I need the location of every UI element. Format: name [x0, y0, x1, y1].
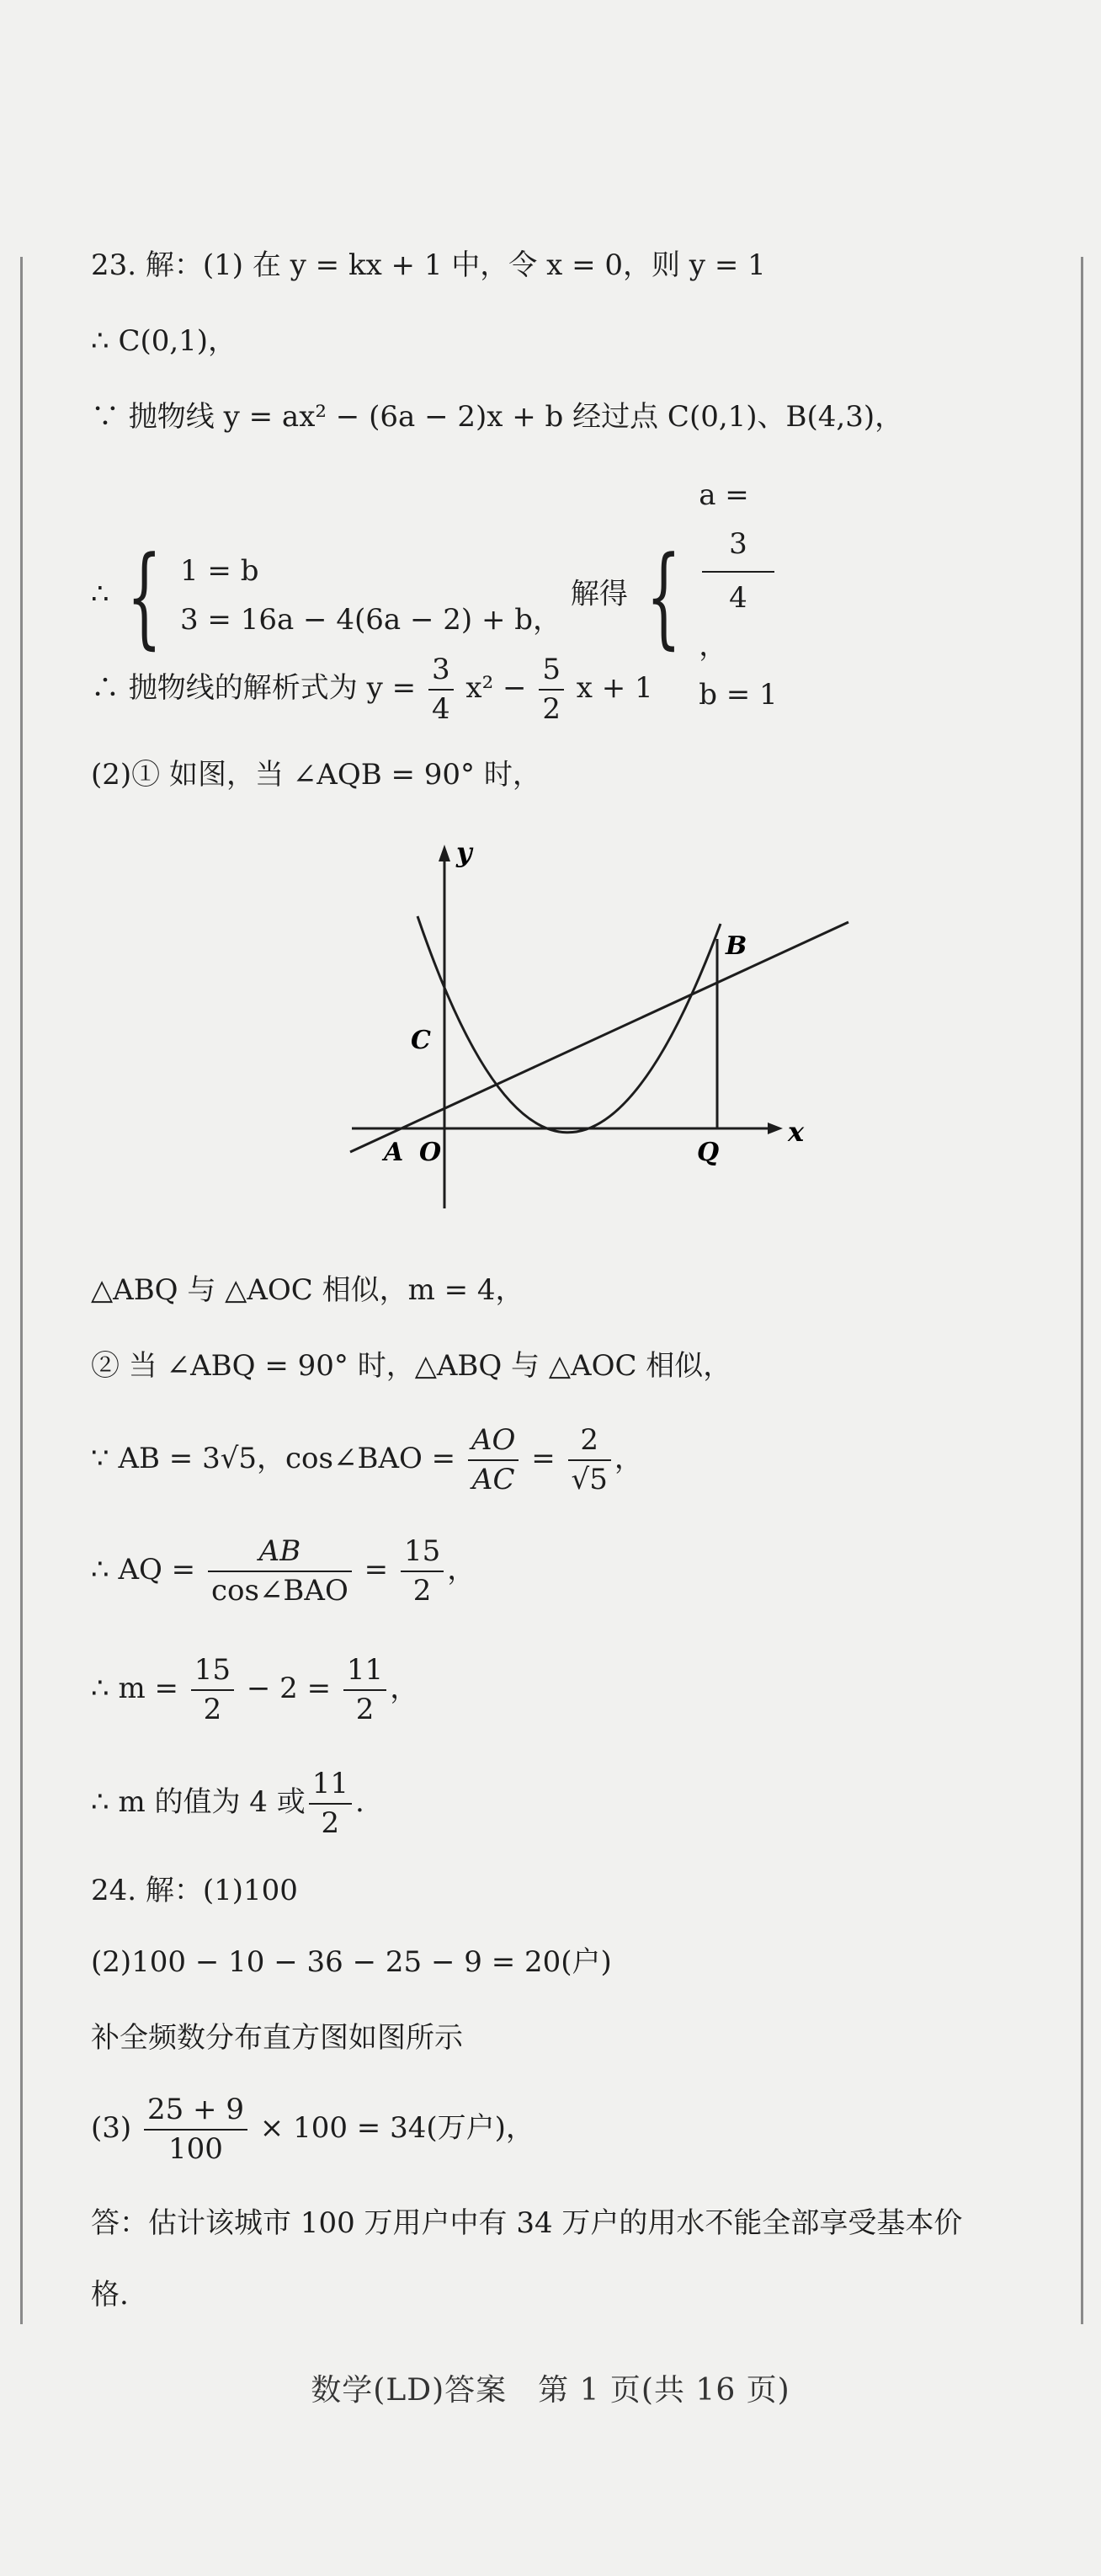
q23-line-1: 23. 解：(1) 在 y = kx + 1 中，令 x = 0，则 y = 1 — [91, 248, 766, 282]
fraction-num: 11 — [309, 1767, 352, 1805]
fraction-5-2 — [539, 653, 564, 727]
period: . — [355, 1784, 364, 1819]
minus-two: − 2 = — [246, 1671, 332, 1705]
fraction-3-4 — [428, 653, 454, 727]
solution-system — [699, 472, 778, 720]
fraction-ao-ac — [468, 1423, 519, 1497]
solve-label: 解得 — [570, 577, 628, 611]
q24-line-3: 补全频数分布直方图如图所示 — [91, 2021, 463, 2055]
system-eq-1: 1 = b — [179, 553, 259, 588]
fraction-11-2 — [343, 1653, 386, 1727]
ab-cos-prefix: ∵ AB = 3√5，cos∠BAO = — [91, 1441, 456, 1475]
fraction-11-2 — [309, 1767, 352, 1841]
left-brace: { — [127, 531, 162, 660]
part3-prefix: (3) — [91, 2110, 132, 2145]
fraction-num: 15 — [191, 1653, 234, 1691]
fraction-den: 4 — [431, 691, 450, 726]
q24-line-1: 24. 解：(1)100 — [91, 1874, 298, 1907]
fraction-num: 25 + 9 — [144, 2093, 247, 2131]
fraction-den: 2 — [321, 1805, 340, 1840]
fraction-34-100 — [144, 2093, 247, 2167]
parabola-diagram — [343, 838, 882, 1208]
solution-b: b = 1 — [699, 678, 778, 712]
solution-a: a = 3 4 ， — [699, 472, 778, 671]
equation-system — [180, 547, 561, 645]
fraction-15-2 — [191, 1653, 234, 1727]
label-y: y — [456, 838, 472, 868]
right-brace: { — [646, 531, 681, 660]
q23-line-9 — [91, 1423, 643, 1497]
fraction-den: 4 — [729, 580, 747, 615]
therefore-symbol: ∴ — [91, 577, 109, 611]
q23-line-11 — [91, 1653, 418, 1727]
fraction-num: 3 — [428, 653, 454, 691]
fraction-num: 2 — [568, 1423, 611, 1461]
fraction-num: 3 — [702, 520, 774, 573]
q23-line-2: ∴ C(0,1)， — [91, 324, 237, 358]
q23-line-7: △ABQ 与 △AOC 相似，m = 4， — [91, 1273, 524, 1307]
label-o: O — [419, 1138, 442, 1167]
q23-line-6: (2)① 如图，当 ∠AQB = 90° 时， — [91, 758, 541, 792]
fraction-3-4 — [702, 520, 774, 623]
m-value-prefix: ∴ m 的值为 4 或 — [91, 1784, 306, 1819]
x-axis-arrow-icon — [768, 1123, 783, 1134]
aq-prefix: ∴ AQ = — [91, 1552, 196, 1587]
parabola-mid: x² − — [465, 670, 527, 705]
q24-line-4 — [91, 2093, 535, 2167]
comma: ， — [447, 1552, 476, 1587]
equals-sign: = — [364, 1552, 389, 1587]
fraction-num: AO — [468, 1423, 519, 1461]
fraction-den: 2 — [355, 1692, 375, 1726]
fraction-2-root5 — [568, 1423, 611, 1497]
fraction-15-2 — [401, 1534, 444, 1608]
fraction-num: 5 — [539, 653, 564, 691]
comma: ， — [614, 1441, 643, 1475]
part3-result: × 100 = 34(万户)， — [259, 2110, 535, 2145]
fraction-den: √5 — [571, 1462, 608, 1496]
fraction-den: 2 — [542, 691, 561, 726]
fraction-ab-cos — [208, 1534, 352, 1608]
system-eq-2: 3 = 16a − 4(6a − 2) + b， — [179, 602, 562, 637]
fraction-den: 2 — [203, 1692, 222, 1726]
fraction-den: cos∠BAO — [210, 1573, 348, 1608]
q23-line-3: ∵ 抛物线 y = ax² − (6a − 2)x + b 经过点 C(0,1)、B(4,3)， — [91, 400, 904, 434]
q24-line-5: 答：估计该城市 100 万用户中有 34 万户的用水不能全部享受基本价 — [91, 2206, 963, 2240]
fraction-den: 100 — [168, 2131, 223, 2166]
label-x: x — [788, 1116, 805, 1148]
q23-line-5 — [91, 653, 653, 727]
q23-line-8: ② 当 ∠ABQ = 90° 时，△ABQ 与 △AOC 相似， — [91, 1349, 732, 1383]
q24-line-2: (2)100 − 10 − 36 − 25 − 9 = 20(户) — [91, 1945, 612, 1979]
parabola-prefix: ∴ 抛物线的解析式为 y = — [91, 670, 417, 705]
q24-line-6: 格. — [91, 2278, 129, 2312]
parabola-end: x + 1 — [576, 670, 653, 705]
fraction-num: 15 — [401, 1534, 444, 1572]
label-c: C — [411, 1026, 431, 1055]
label-q: Q — [697, 1138, 720, 1167]
right-margin-rule — [1081, 257, 1083, 2324]
q23-line-10 — [91, 1534, 476, 1608]
fraction-den: 2 — [412, 1573, 432, 1608]
y-axis-arrow-icon — [439, 845, 450, 861]
label-a: A — [384, 1138, 404, 1167]
fraction-num: 11 — [343, 1653, 386, 1691]
equals-sign: = — [531, 1441, 556, 1475]
fraction-den: AC — [471, 1462, 515, 1496]
comma: ， — [390, 1671, 419, 1705]
m-prefix: ∴ m = — [91, 1671, 178, 1705]
label-b: B — [726, 931, 747, 961]
q23-line-12 — [91, 1767, 364, 1841]
fraction-num: AB — [208, 1534, 352, 1572]
page-footer: 数学(LD)答案 第 1 页(共 16 页) — [311, 2373, 790, 2408]
solution-a-lhs: a = — [699, 478, 749, 512]
left-margin-rule — [20, 257, 23, 2324]
